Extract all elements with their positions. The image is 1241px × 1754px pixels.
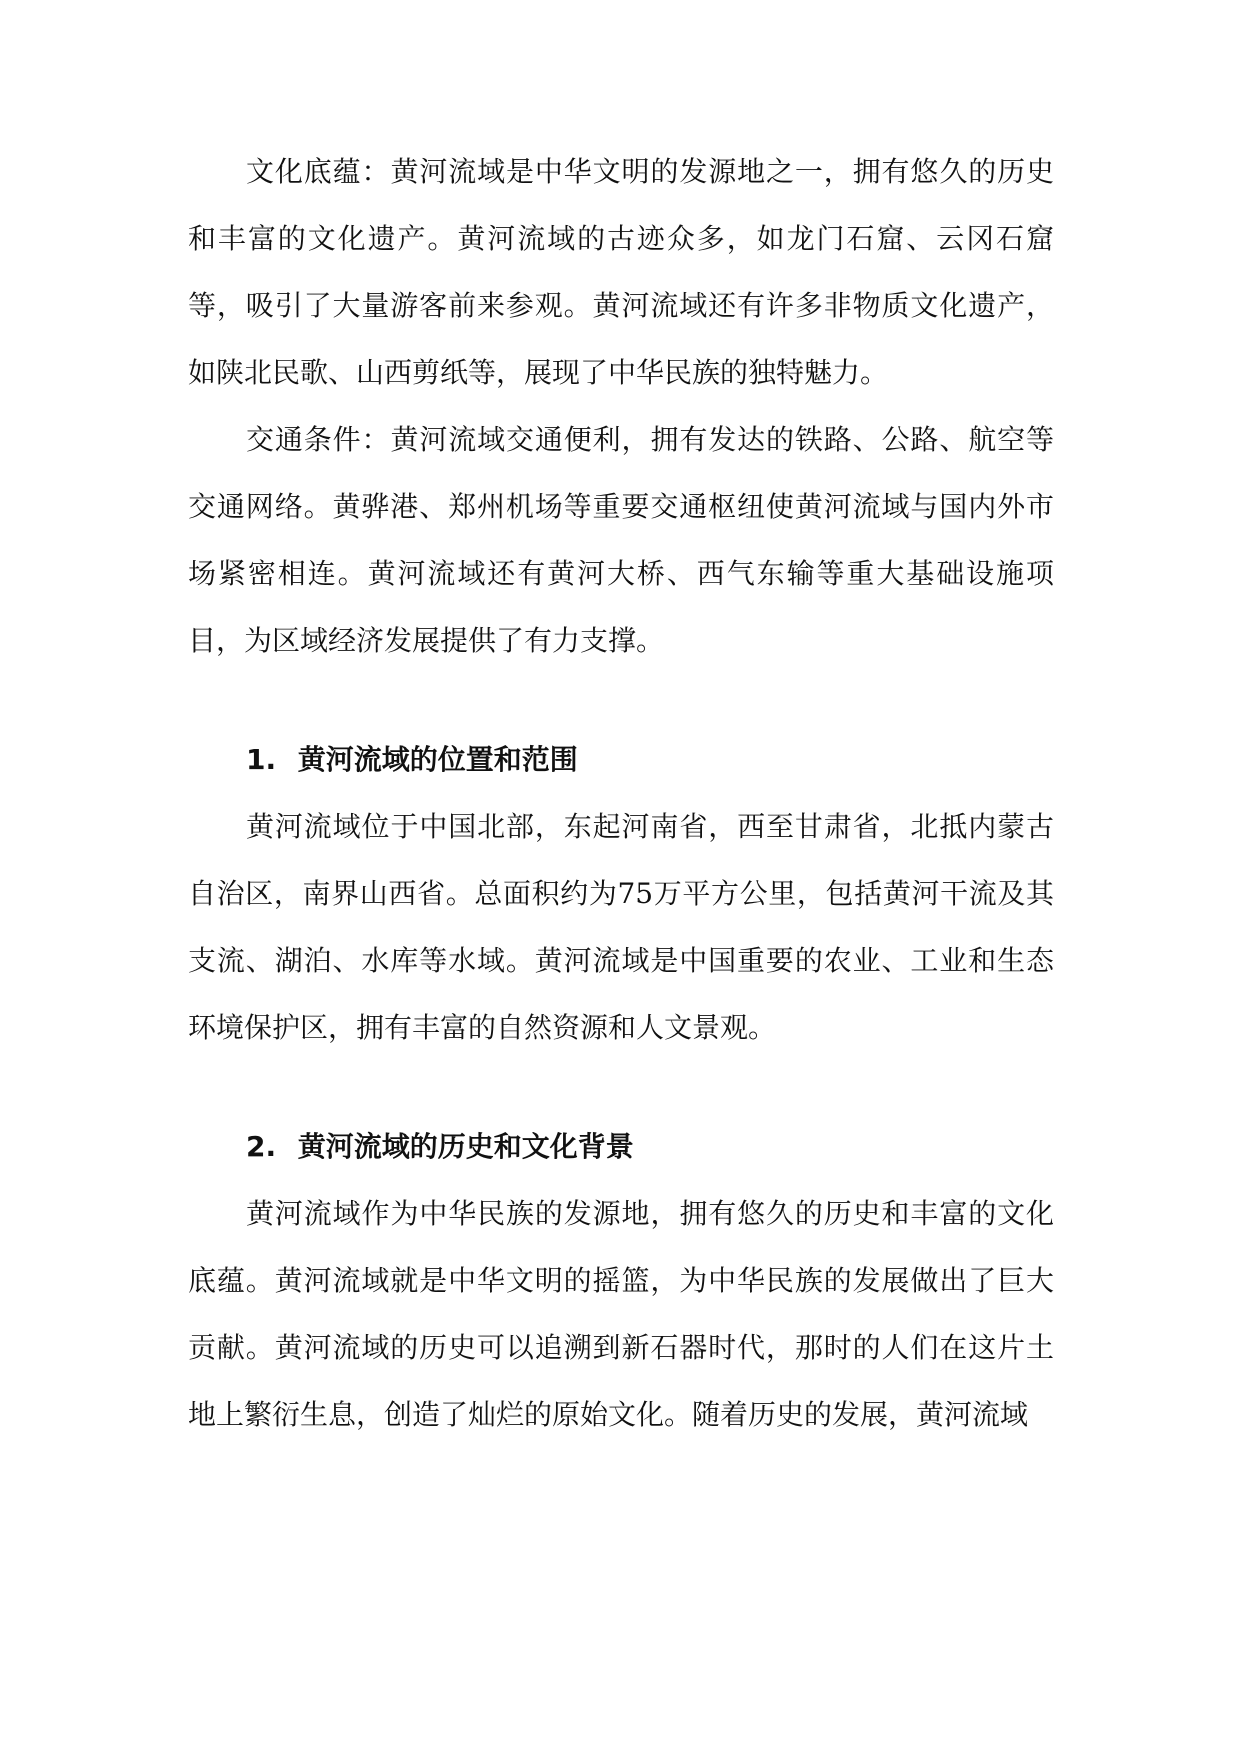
document-body	[188, 138, 1054, 1448]
section-title: 黄河流域的历史和文化背景	[297, 1130, 634, 1163]
section-number: 2.	[246, 1130, 277, 1163]
section-heading-location	[188, 726, 1054, 793]
section-title: 黄河流域的位置和范围	[297, 743, 578, 776]
section-heading-history	[188, 1113, 1054, 1180]
paragraph-cultural-heritage: 文化底蕴：黄河流域是中华文明的发源地之一，拥有悠久的历史和丰富的文化遗产。黄河流域的古迹众多，如龙门石窟、云冈石窟等，吸引了大量游客前来参观。黄河流域还有许多非物质文化遗产，如陕北民歌、山西剪纸等，展现了中华民族的独特魅力。	[188, 155, 1054, 389]
section-number: 1.	[246, 743, 277, 776]
spacer	[188, 674, 1054, 726]
paragraph-location: 黄河流域位于中国北部，东起河南省，西至甘肃省，北抵内蒙古自治区，南界山西省。总面积约为75万平方公里，包括黄河干流及其支流、湖泊、水库等水域。黄河流域是中国重要的农业、工业和生态环境保护区，拥有丰富的自然资源和人文景观。	[188, 810, 1054, 1044]
paragraph-transportation: 交通条件：黄河流域交通便利，拥有发达的铁路、公路、航空等交通网络。黄骅港、郑州机场等重要交通枢纽使黄河流域与国内外市场紧密相连。黄河流域还有黄河大桥、西气东输等重大基础设施项目，为区域经济发展提供了有力支撑。	[188, 423, 1054, 657]
paragraph-history: 黄河流域作为中华民族的发源地，拥有悠久的历史和丰富的文化底蕴。黄河流域就是中华文明的摇篮，为中华民族的发展做出了巨大贡献。黄河流域的历史可以追溯到新石器时代，那时的人们在这片土地上繁衍生息，创造了灿烂的原始文化。随着历史的发展，黄河流域	[188, 1197, 1054, 1431]
spacer	[188, 1061, 1054, 1113]
